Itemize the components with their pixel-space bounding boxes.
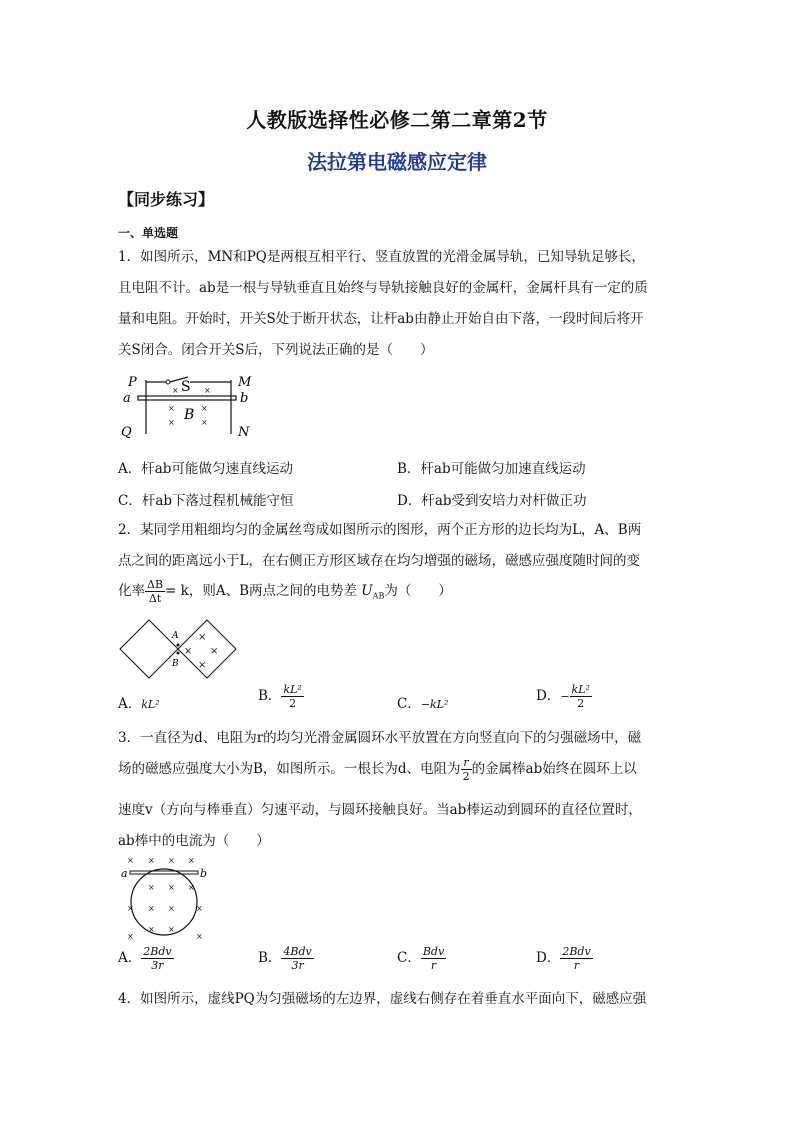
svg-text:×: × [148,904,155,913]
rate-den: Δt [148,592,162,605]
rate-num: ΔB [147,578,164,591]
q3-opt-d-label: D． [536,950,561,966]
svg-text:×: × [148,856,155,865]
question-1-option-c: C．杆ab下落过程机械能守恒 [118,493,294,509]
q3-opt-a-fraction [141,945,173,972]
q2-line3-pre: 化率 [118,583,145,599]
question-1-text [118,242,678,366]
svg-text:×: × [168,404,175,413]
q3-opt-c-label: C． [397,950,421,966]
question-3-option-a [118,945,174,972]
section-title: 【同步练习】 [118,190,215,209]
question-2-line-2: 点之间的距离远小于L，在右侧正方形区域存在均匀增强的磁场，磁感应强度随时间的变 [118,553,640,569]
q3-opt-a-den: 3r [151,959,164,972]
q3-opt-d-num: 2Bdv [562,945,591,958]
r-num: r [461,756,472,770]
q2-line3-end: 为（ ） [384,583,452,599]
svg-text:×: × [148,925,155,934]
svg-text:×: × [198,632,207,643]
svg-text:×: × [204,386,211,395]
question-2-line-3 [118,578,678,610]
svg-text:×: × [148,883,155,892]
q3-opt-a-label: A． [118,950,142,966]
question-3-line-4: ab棒中的电流为（ ） [118,833,270,849]
question-3-option-c [397,945,446,972]
question-2-option-d [536,683,592,710]
opt-d-sign: − [560,690,570,703]
opt-a-expr: kL² [141,698,160,711]
label-Q: Q [121,425,132,440]
uab-symbol: U [361,583,373,599]
svg-text:×: × [198,660,207,671]
question-1-option-d: D．杆ab受到安培力对杆做正功 [397,493,587,509]
q3-opt-d-den: r [573,959,580,972]
svg-text:×: × [168,856,175,865]
svg-text:×: × [201,418,208,427]
svg-text:×: × [188,856,195,865]
svg-text:×: × [127,856,134,865]
q3-opt-b-label: B． [258,950,282,966]
question-3-line-2 [118,752,678,786]
opt-c-expr: −kL² [420,698,449,711]
opt-b-den: 2 [289,697,297,710]
question-2-option-a [118,692,160,712]
question-3-option-d [536,945,593,972]
svg-text:×: × [188,883,195,892]
label-a: a [123,391,131,406]
question-1-option-b: B．杆ab可能做匀加速直线运动 [397,461,586,477]
q3-opt-c-den: r [430,959,437,972]
label-N: N [238,425,250,440]
opt-b-num: kL² [283,683,302,696]
label-S: S [181,379,191,395]
label-B-field: B [184,407,195,423]
q3-opt-b-den: 3r [291,959,304,972]
uab-subscript: AB [372,591,385,601]
question-2-figure [118,616,242,680]
question-2-option-c [397,692,448,712]
rate-fraction [145,578,165,605]
question-2-option-b [258,683,304,710]
document-title: 人教版选择性必修二第二章第2节 [246,108,548,132]
opt-d-num: kL² [571,683,590,696]
svg-text:×: × [168,883,175,892]
question-1-line-3: 量和电阻。开始时，开关S处于断开状态，让杆ab由静止开始自由下落，一段时间后将开 [118,311,644,327]
question-3-line-1: 3．一直径为d、电阻为r的均匀光滑金属圆环水平放置在方向竖直向下的匀强磁场中，磁 [118,730,642,746]
svg-text:×: × [201,404,208,413]
label-b: b [240,391,249,406]
r-half-fraction [461,756,472,783]
opt-b-label: B． [258,688,282,704]
opt-b-fraction [281,683,303,710]
subsection-title: 一、单选题 [118,226,179,240]
q3-opt-a-num: 2Bdv [143,945,172,958]
svg-text:×: × [210,646,219,657]
label-b-rod: b [200,867,208,880]
opt-a-label: A． [118,696,142,712]
question-3-option-b [258,945,314,972]
opt-d-fraction [570,683,592,710]
question-1-figure [118,372,268,442]
label-a-rod: a [121,867,128,880]
svg-text:×: × [184,646,193,657]
document-subtitle: 法拉第电磁感应定律 [307,150,487,174]
opt-d-label: D． [536,688,561,704]
question-2-text [118,515,678,577]
question-4-line-1: 4．如图所示，虚线PQ为匀强磁场的左边界，虚线右侧存在着垂直水平面向下，磁感应强 [118,991,647,1007]
q3-line2-post: 的金属棒ab始终在圆环上以 [471,761,637,777]
svg-text:×: × [196,904,203,913]
question-1-line-1: 1．如图所示，MN和PQ是两根互相平行、竖直放置的光滑金属导轨，已知导轨足够长， [118,249,645,265]
q3-opt-c-num: Bdv [422,945,445,958]
label-B: B [172,659,179,669]
q3-line2-pre: 场的磁感应强度大小为B，如图所示。一根长为d、电阻为 [118,761,461,777]
svg-text:×: × [172,386,179,395]
q3-opt-b-fraction [281,945,313,972]
r-den: 2 [462,770,470,783]
q3-opt-c-fraction [421,945,446,972]
svg-text:×: × [196,932,203,940]
question-3-line-3: 速度v（方向与棒垂直）匀速平动，与圆环接触良好。当ab棒运动到圆环的直径位置时， [118,802,642,818]
svg-text:×: × [127,932,134,940]
q3-opt-b-num: 4Bdv [283,945,312,958]
q3-opt-d-fraction [560,945,592,972]
svg-text:×: × [168,904,175,913]
opt-c-label: C． [397,696,421,712]
svg-text:×: × [168,418,175,427]
q2-line3-post: = k，则A、B两点之间的电势差 [165,583,357,599]
opt-d-den: 2 [577,697,585,710]
svg-text:×: × [127,904,134,913]
label-A: A [172,631,179,641]
question-3-figure [118,852,214,940]
question-1-option-a: A．杆ab可能做匀速直线运动 [118,461,293,477]
label-M: M [238,375,252,390]
svg-text:×: × [168,925,175,934]
label-P: P [128,375,137,390]
question-2-line-1: 2．某同学用粗细均匀的金属丝弯成如图所示的图形，两个正方形的边长均为L，A、B两 [118,522,642,538]
question-1-line-2: 且电阻不计。ab是一根与导轨垂直且始终与导轨接触良好的金属杆，金属杆具有一定的质 [118,280,648,296]
question-1-line-4: 关S闭合。闭合开关S后，下列说法正确的是（ ） [118,342,434,358]
